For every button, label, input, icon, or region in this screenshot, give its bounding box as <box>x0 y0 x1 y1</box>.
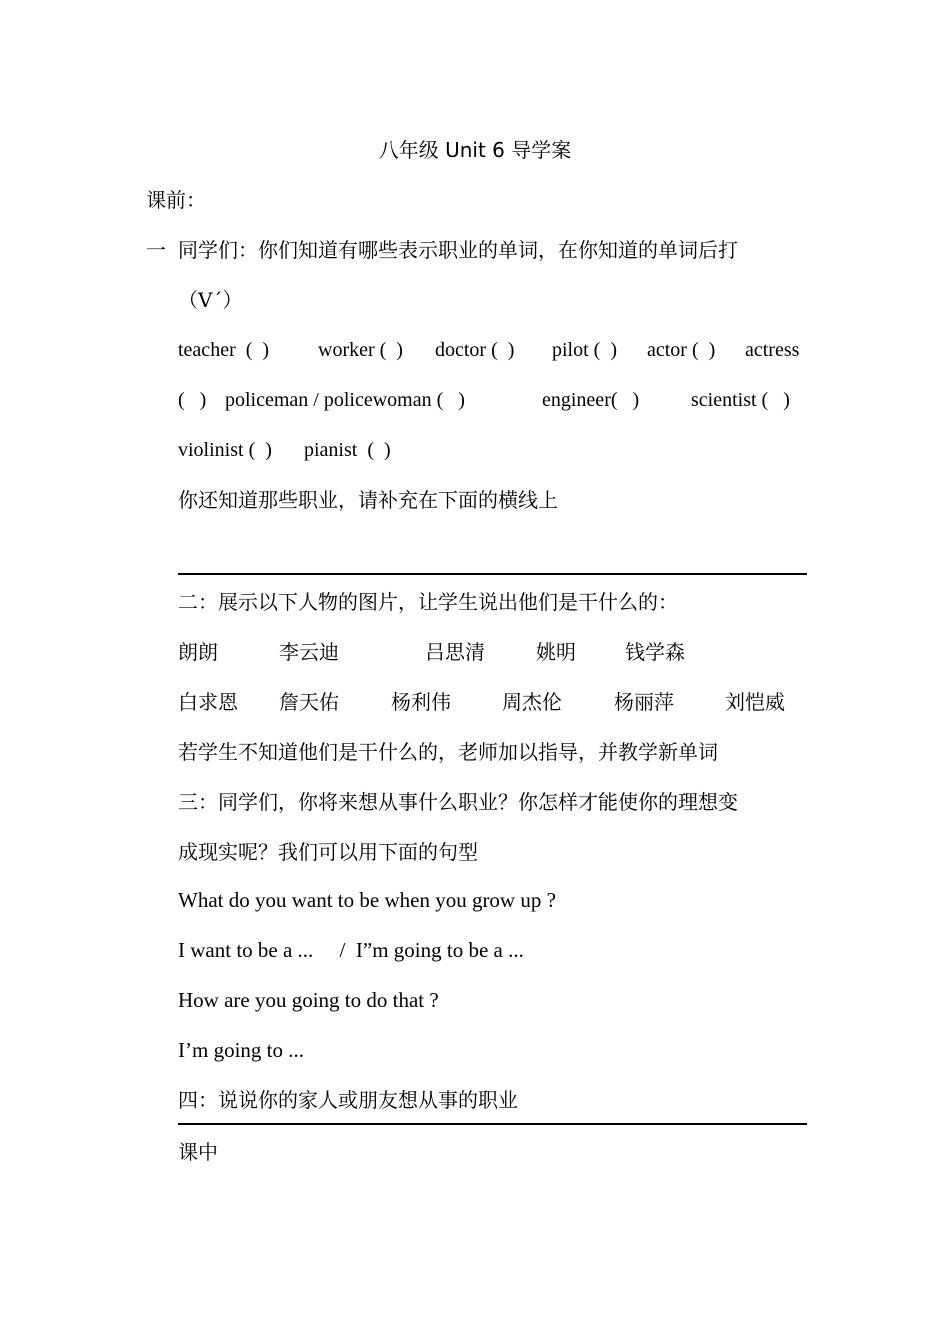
section1-number: 一 <box>146 238 166 262</box>
in-class-label: 课中 <box>178 1140 218 1164</box>
person-name: 钱学森 <box>625 640 685 664</box>
word-scientist: scientist ( ) <box>691 389 790 411</box>
word-actor: actor ( ) <box>647 339 716 361</box>
supplement-instruction: 你还知道那些职业，请补充在下面的横线上 <box>178 488 558 512</box>
document-title: 八年级 Unit 6 导学案 <box>378 138 572 162</box>
person-name: 周杰伦 <box>502 690 562 714</box>
word-engineer: engineer( ) <box>542 389 640 411</box>
word-worker: worker ( ) <box>318 339 403 361</box>
person-name: 吕思清 <box>425 640 485 664</box>
word-doctor: doctor ( ) <box>435 339 515 361</box>
person-name: 李云迪 <box>279 640 339 664</box>
word-violinist: violinist ( ) <box>178 439 272 461</box>
sentence-pattern: What do you want to be when you grow up ? <box>178 888 556 912</box>
section1-check-mark-hint: （Vˊ） <box>178 288 243 312</box>
section4-heading: 四：说说你的家人或朋友想从事的职业 <box>178 1088 518 1112</box>
person-name: 杨利伟 <box>391 690 451 714</box>
person-name: 詹天佑 <box>279 690 339 714</box>
pre-class-label: 课前： <box>146 188 206 212</box>
sentence-pattern: I’m going to ... <box>178 1038 304 1062</box>
person-name: 杨丽萍 <box>614 690 674 714</box>
section2-note: 若学生不知道他们是干什么的，老师加以指导，并教学新单词 <box>178 740 718 764</box>
person-name: 白求恩 <box>178 690 238 714</box>
word-actress-blank: ( ) <box>178 389 207 411</box>
section3-heading-line2: 成现实呢？我们可以用下面的句型 <box>178 840 478 864</box>
word-pilot: pilot ( ) <box>552 339 617 361</box>
word-pianist: pianist ( ) <box>304 439 391 461</box>
word-policeman: policeman / policewoman ( ) <box>225 389 465 411</box>
word-actress: actress <box>745 339 800 361</box>
person-name: 刘恺威 <box>725 690 785 714</box>
sentence-pattern: I want to be a ... / I”m going to be a ... <box>178 938 524 962</box>
section1-prompt: 同学们：你们知道有哪些表示职业的单词，在你知道的单词后打 <box>178 238 738 262</box>
person-name: 朗朗 <box>178 640 218 664</box>
section2-heading: 二：展示以下人物的图片，让学生说出他们是干什么的： <box>178 590 678 614</box>
person-name: 姚明 <box>536 640 576 664</box>
answer-line-2 <box>178 1123 807 1125</box>
word-teacher: teacher ( ) <box>178 339 270 361</box>
section3-heading-line1: 三：同学们，你将来想从事什么职业？你怎样才能使你的理想变 <box>178 790 738 814</box>
sentence-pattern: How are you going to do that ? <box>178 988 439 1012</box>
answer-line-1 <box>178 573 807 575</box>
